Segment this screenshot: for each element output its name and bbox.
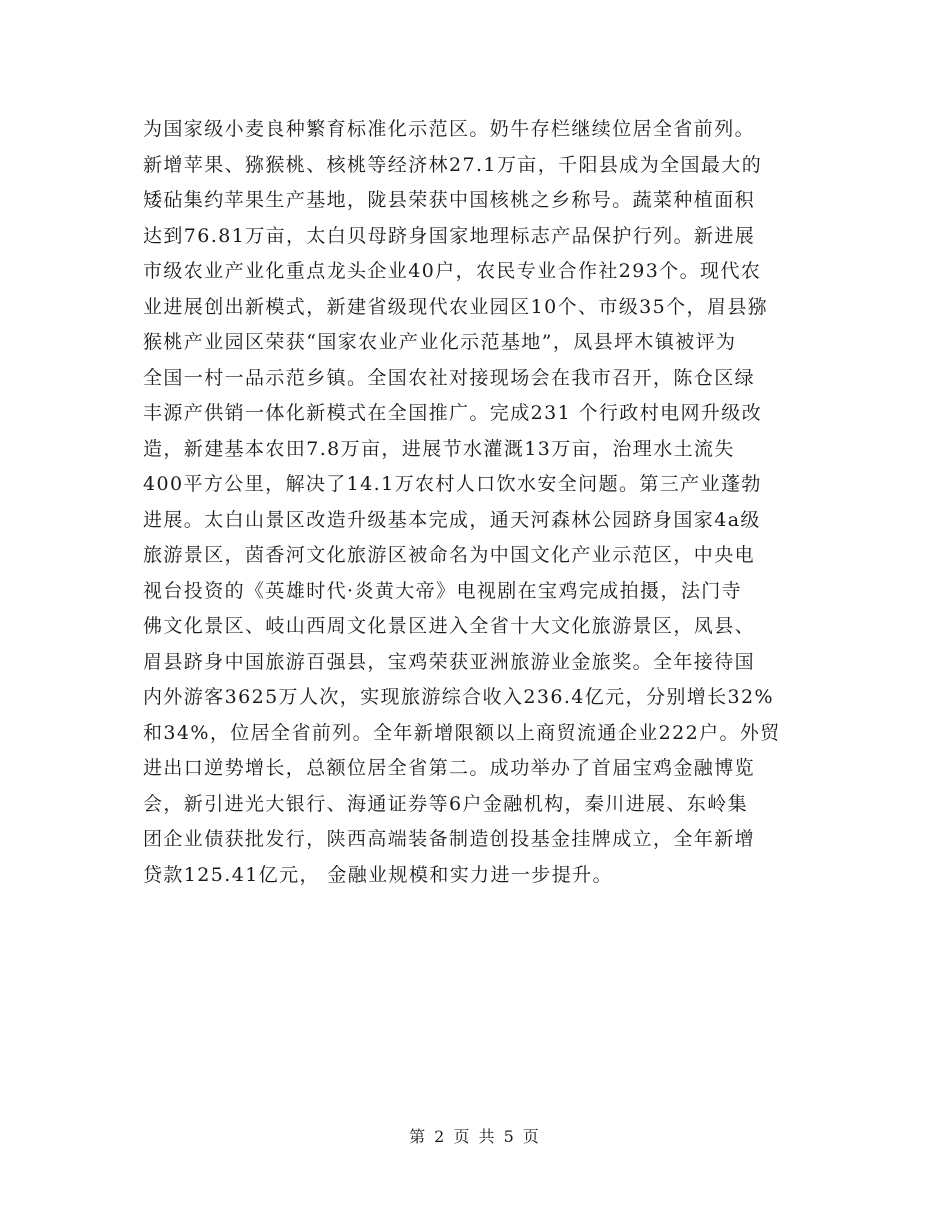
text-line: 全国一村一品示范乡镇。全国农社对接现场会在我市召开，陈仓区绿 <box>143 366 756 389</box>
text-line: 矮砧集约苹果生产基地，陇县荣获中国核桃之乡称号。蔬菜种植面积 <box>143 189 756 211</box>
text-line: 为国家级小麦良种繁育标准化示范区。奶牛存栏继续位居全省前列。 <box>143 118 756 140</box>
text-line: 团企业债获批发行，陕西高端装备制造创投基金挂牌成立，全年新增 <box>143 828 756 850</box>
page-number-footer: 第 2 页 共 5 页 <box>409 1127 541 1146</box>
text-line: 新增苹果、猕猴桃、核桃等经济林27.1万亩，千阳县成为全国最大的 <box>143 153 763 176</box>
text-line: 进展。太白山景区改造升级基本完成，通天河森林公园跻身国家4a级 <box>143 508 761 531</box>
text-line: 和34%，位居全省前列。全年新增限额以上商贸流通企业222户。外贸 <box>143 721 781 744</box>
text-line: 佛文化景区、岐山西周文化景区进入全省十大文化旅游景区，凤县、 <box>143 615 756 637</box>
text-line: 市级农业产业化重点龙头企业40户，农民专业合作社293个。现代农 <box>143 260 762 282</box>
text-line: 400平方公里，解决了14.1万农村人口饮水安全问题。第三产业蓬勃 <box>143 473 762 495</box>
text-line: 达到76.81万亩，太白贝母跻身国家地理标志产品保护行列。新进展 <box>143 224 756 247</box>
text-line: 旅游景区，茵香河文化旅游区被命名为中国文化产业示范区，中央电 <box>143 544 756 566</box>
text-line: 猴桃产业园区荣获“国家农业产业化示范基地”，凤县坪木镇被评为 <box>143 331 737 353</box>
text-line: 视台投资的《英雄时代·炎黄大帝》电视剧在宝鸡完成拍摄，法门寺 <box>143 579 743 602</box>
text-line: 眉县跻身中国旅游百强县，宝鸡荣获亚洲旅游业金旅奖。全年接待国 <box>143 650 756 673</box>
body-paragraph <box>143 112 823 893</box>
text-line: 会，新引进光大银行、海通证券等6户金融机构，秦川进展、东岭集 <box>143 792 749 815</box>
text-line: 内外游客3625万人次，实现旅游综合收入236.4亿元，分别增长32% <box>143 686 774 708</box>
text-line: 业进展创出新模式，新建省级现代农业园区10个、市级35个，眉县猕 <box>143 295 769 318</box>
text-line: 贷款125.41亿元， 金融业规模和实力进一步提升。 <box>143 863 613 886</box>
text-line: 造，新建基本农田7.8万亩，进展节水灌溉13万亩，治理水土流失 <box>143 437 735 460</box>
text-line: 进出口逆势增长，总额位居全省第二。成功举办了首届宝鸡金融博览 <box>143 757 756 779</box>
text-line: 丰源产供销一体化新模式在全国推广。完成231 个行政村电网升级改 <box>143 402 763 424</box>
